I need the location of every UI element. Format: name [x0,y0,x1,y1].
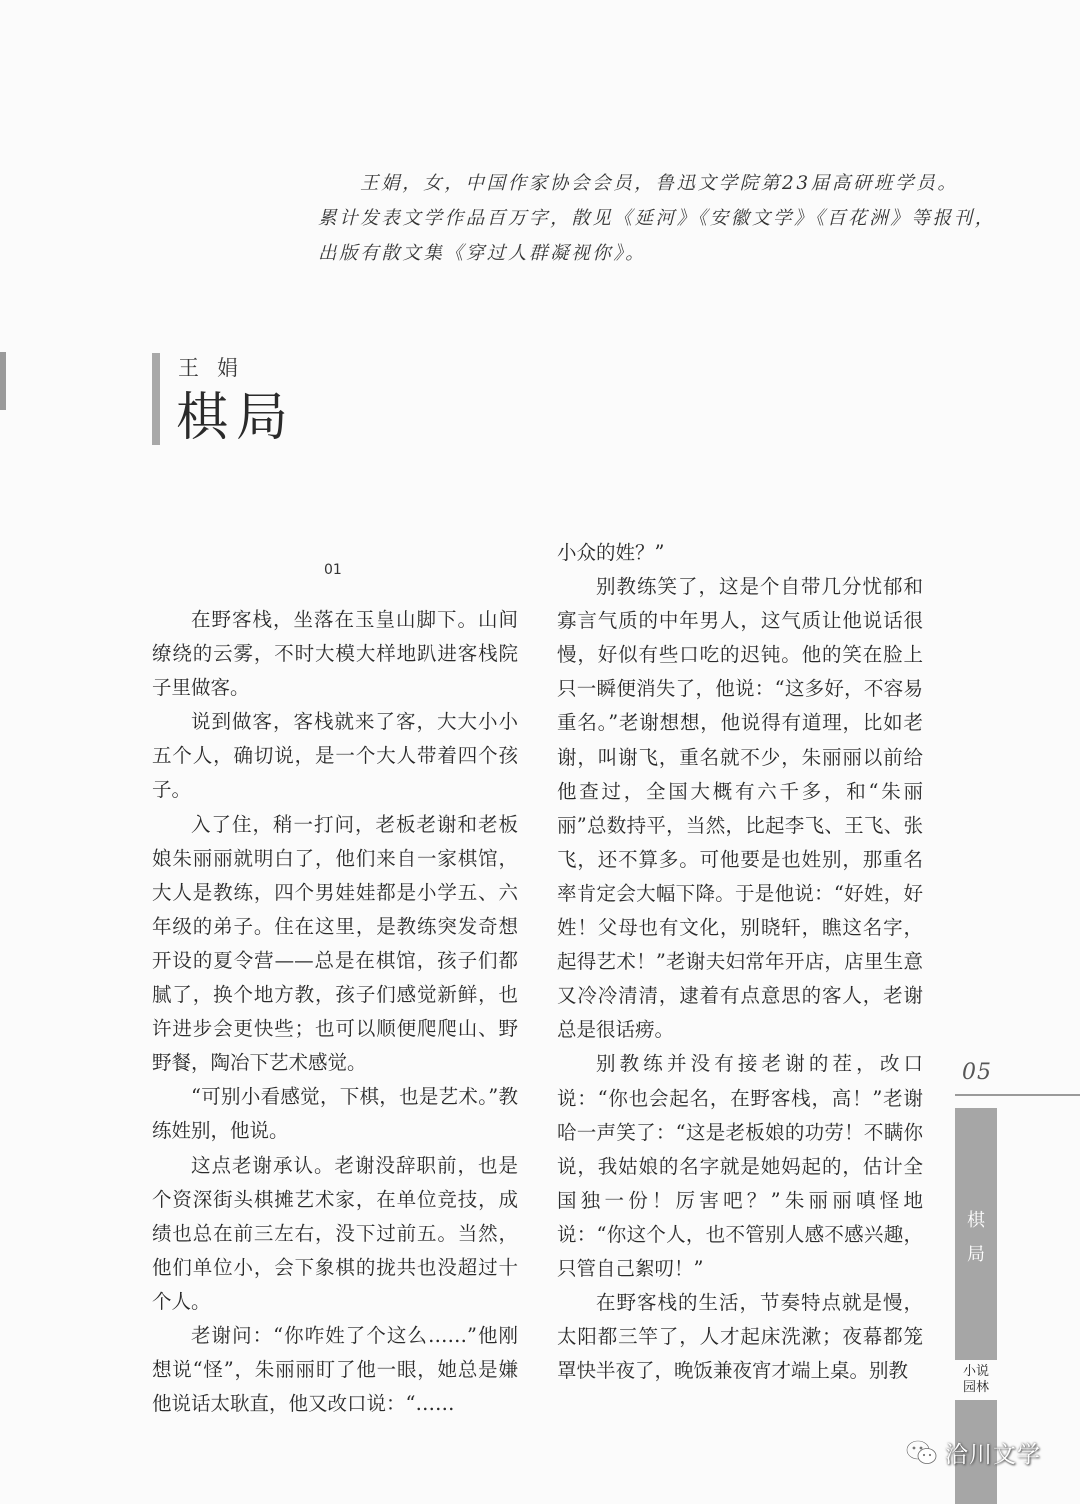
paragraph: 说到做客，客栈就来了客，大大小小五个人，确切说，是一个大人带着四个孩子。 [152,710,518,802]
title-accent-bar [152,353,160,445]
paragraph: 老谢问：“你咋姓了个这么……”他刚想说“怪”，朱丽丽盯了他一眼，她总是嫌他说话太耿直，他又改口说：“…… [152,1323,518,1416]
page-number: 05 [962,1060,992,1085]
bio-line: 王娟，女，中国作家协会会员，鲁迅文学院第23届高研班学员。 [360,173,959,194]
watermark [905,1436,1041,1469]
left-text-column [152,603,518,1421]
author-name: 王娟 [178,356,256,380]
side-tab-title: 棋 局 [967,1210,985,1265]
section-number: 01 [324,562,342,578]
column-name: 小说 园林 [962,1364,989,1395]
paragraph: 入了住，稍一打问，老板老谢和老板娘朱丽丽就明白了，他们来自一家棋馆，大人是教练，四个男娃娃都是小学五、六年级的弟子。住在这里，是教练突发奇想开设的夏令营——总是在棋馆，孩子们都腻了，换个地方教，孩子们感觉新鲜，也许进步会更快些；也可以顺便爬爬山、野野餐，陶冶下艺术感觉。 [152,812,518,1075]
article-title: 棋局 [176,388,297,448]
paragraph: “可别小看感觉，下棋，也是艺术。”教练姓别，他说。 [152,1085,518,1143]
paragraph: 在野客栈的生活，节奏特点就是慢，太阳都三竿了，人才起床洗漱；夜幕都笼罩快半夜了，晚饭兼夜宵才端上桌。别教 [557,1291,923,1383]
paragraph: 这点老谢承认。老谢没辞职前，也是个资深街头棋摊艺术家，在单位竞技，成绩也总在前三左右，没下过前五。当然，他们单位小，会下象棋的拢共也没超过十个人。 [152,1153,518,1313]
left-edge-mark [0,352,6,410]
watermark-text: 洽川文学 [945,1442,1041,1468]
bio-line: 出版有散文集《穿过人群凝视你》。 [318,243,647,264]
author-bio [318,166,996,271]
wechat-icon [905,1438,939,1468]
paragraph: 别教练笑了，这是个自带几分忧郁和寡言气质的中年男人，这气质让他说话很慢，好似有些口吃的迟钝。他的笑在脸上只一瞬便消失了，他说：“这多好，不容易重名。”老谢想想，他说得有道理，比如老谢，叫谢飞，重名就不少，朱丽丽以前给他查过，全国大概有六千多，和“朱丽丽”总数持平，当然，比起李飞、王飞、张飞，还不算多。可他要是也姓别，那重名率肯定会大幅下降。于是他说：“好姓，好姓！父母也有文化，别晓轩，瞧这名字，起得艺术！”老谢夫妇常年开店，店里生意又冷冷清清，逮着有点意思的客人，老谢总是很话痨。 [557,575,923,1042]
page-number-rule [955,1094,1080,1096]
paragraph: 小众的姓？” [557,541,665,564]
paragraph: 别教练并没有接老谢的茬，改口说：“你也会起名，在野客栈，高！”老谢哈一声笑了：“这是老板娘的功劳！不瞒你说，我姑娘的名字就是她妈起的，估计全国独一份！厉害吧？”朱丽丽嗔怪地说：“你这个人，也不管别人感不感兴趣，只管自己絮叨！” [557,1052,923,1280]
bio-line: 累计发表文学作品百万字，散见《延河》《安徽文学》《百花洲》等报刊， [318,208,996,229]
side-tab [955,1108,997,1360]
paragraph: 在野客栈，坐落在玉皇山脚下。山间缭绕的云雾，不时大模大样地趴进客栈院子里做客。 [152,608,518,700]
right-text-column [557,536,923,1388]
